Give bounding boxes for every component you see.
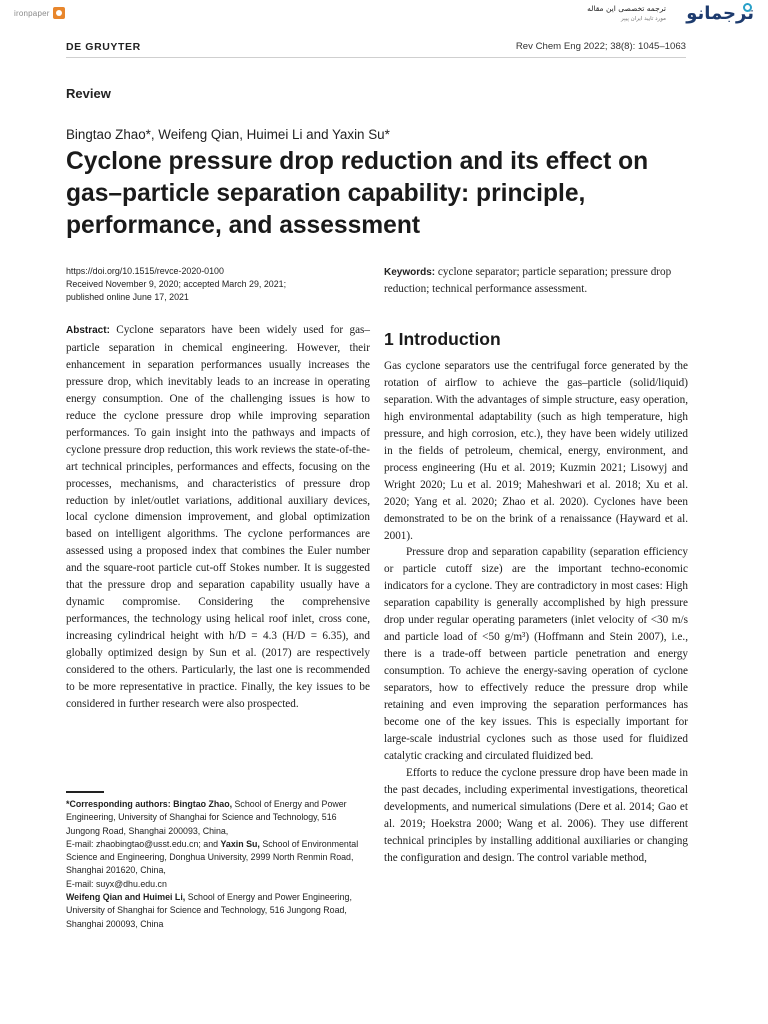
abstract-label: Abstract: — [66, 325, 110, 336]
tarjomano-watermark — [587, 2, 754, 26]
tarjomano-brand: ترجمانو — [686, 3, 754, 24]
received-dates: Received November 9, 2020; accepted March 29, 2021; — [66, 279, 287, 290]
ironpaper-logo-icon — [53, 7, 65, 19]
email-1: E-mail: zhaobingtao@usst.edu.cn; and — [66, 838, 219, 849]
other-authors-label: Weifeng Qian and Huimei Li, — [66, 892, 186, 903]
corresponding-affiliation-2: School of Environmental Science and Engineering, Donghua University, 2999 North Renmin Road, Shanghai 201620, China, — [66, 838, 359, 876]
footnote-divider — [66, 791, 104, 793]
introduction-heading: 1 Introduction — [384, 329, 501, 349]
article-metadata — [66, 265, 366, 305]
keywords-text: cyclone separator; particle separation; pressure drop reduction; technical performance assessment. — [384, 266, 672, 295]
article-title: Cyclone pressure drop reduction and its effect on gas–particle separation capability: principle, performance, and assessment — [66, 148, 649, 239]
author-list: Bingtao Zhao*, Weifeng Qian, Huimei Li and Yaxin Su* — [66, 127, 390, 142]
header-divider — [66, 57, 686, 58]
watermark-line-2: مورد تایید ایران پیپر — [621, 16, 666, 22]
watermark-line-1: ترجمه تخصصی این مقاله — [587, 4, 666, 13]
ironpaper-watermark — [14, 5, 70, 21]
corresponding-name-2: Yaxin Su, — [220, 838, 260, 849]
abstract-block — [66, 322, 370, 713]
intro-paragraph-1: Gas cyclone separators use the centrifugal force generated by the rotation of airflow to achieve the gas–particle (solid/liquid) separation. With the advantages of simple structure, easy operation, high environmental adaptability (such as high temperature, high pressure, and high corrosion, etc.), they have been widely utilized in the fields of petroleum, chemical, energy, environment, and process engineering (Hu et al. 2019; Kuzmin 2021; Lisowyj and Wright 2020; Lu et al. 2019; Maheshwari et al. 2018; Xu et al. 2020; Yang et al. 2020; Zhao et al. 2020). Cyclones have been demonstrated to be on the brink of a renaissance (Hayward et al. 2001). — [384, 360, 688, 542]
intro-paragraph-2: Pressure drop and separation capability (separation efficiency or particle cutoff size) are the important techno-economic indicators for a cyclone. They are contradictory in most cases: High separation capability is generally accomplished by high pressure drop under regular operating parameters (inlet velocity of <30 m/s and particle load of <50 g/m³) (Hoffmann and Stein 2007), i.e., there is a trade-off between particle penetration and energy consumption. To achieve the energy-saving operation of cyclone separators, how to effectively reduce the pressure drop while retaining and even improving the separation performances has become one of the key issues. This is especially important for large-scale industrial cyclones such as those used for fluidized catalytic cracking and circulated fluidized bed. — [384, 546, 688, 762]
published-date: published online June 17, 2021 — [66, 292, 189, 303]
article-type: Review — [66, 86, 111, 101]
tarjomano-logo-icon — [743, 3, 752, 12]
keywords-block — [384, 264, 689, 297]
email-2: E-mail: suyx@dhu.edu.cn — [66, 878, 167, 889]
other-authors-affiliation: School of Energy and Power Engineering, University of Shanghai for Science and Technology, 516 Jungong Road, Shanghai 200093, China — [66, 892, 352, 929]
journal-citation: Rev Chem Eng 2022; 38(8): 1045–1063 — [515, 41, 686, 52]
ironpaper-text: ironpaper — [14, 8, 50, 18]
corresponding-affiliation-1: School of Energy and Power Engineering, University of Shanghai for Science and Technology, 516 Jungong Road, Shanghai 200093, China, — [66, 799, 347, 836]
publisher-name: DE GRUYTER — [66, 41, 141, 53]
corresponding-authors-footnote — [66, 798, 372, 931]
abstract-text: Cyclone separators have been widely used for gas–particle separation in chemical engineering. However, their enhancement in separation performances usually increases the pressure drop, which inevitably leads to an increase in operating energy consumption. One of the challenging issues is how to reduce the cyclone pressure drop while improving separation performances. To gain insight into the pathways and impacts of cyclone pressure drop reduction, this work reviews the state-of-the-art technical principles, performances and effects, focusing on the processes, mechanisms, and characteristics of pressure drop reduction by inlet/outlet variations, additional auxiliary devices, local cyclone dimension improvement, and global optimization based on intelligent algorithms. The cyclone performances are assessed using a proposed index that combines the Euler number and the square-root particle cut-off Stokes number. It is suggested that the pressure drop and separation capability usually have a dynamic compromise. Considering the comprehensive performances, the technology using helical roof inlet, cross cone, increasing cylindrical height with h/D = 4.3 (H/D = 6.35), and globally optimized design by Sun et al. (2017) are respectively considered to the others. Particularly, the last one is recommended to be more representative in practice. Finally, the key issues to be considered in further research were also prospected. — [66, 324, 370, 710]
doi-link[interactable]: https://doi.org/10.1515/revce-2020-0100 — [66, 266, 224, 276]
keywords-label: Keywords: — [384, 267, 436, 278]
introduction-body — [384, 358, 688, 867]
intro-paragraph-3: Efforts to reduce the cyclone pressure drop have been made in the past decades, including experimental investigations, theoretical developments, and numerical simulations (Dere et al. 2014; Gao et al. 2019; Hoekstra 2000; Wang et al. 2006). They use different technical principles by installing additional auxiliaries or changing the configuration and design. The control variable method, — [384, 766, 688, 864]
corresponding-label: *Corresponding authors: Bingtao Zhao, — [66, 799, 233, 809]
